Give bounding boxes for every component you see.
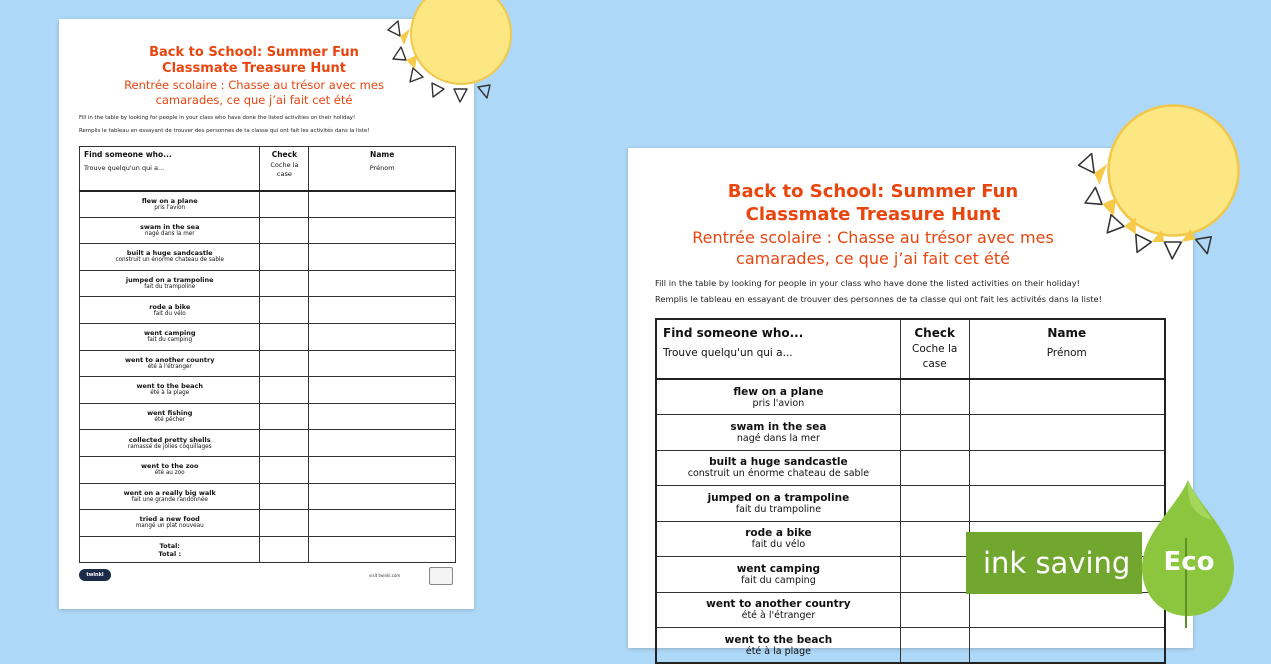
activity-cell [80, 350, 260, 377]
table-row [80, 297, 456, 324]
activity-cell [656, 592, 900, 628]
activity-cell [80, 323, 260, 350]
total-name-cell[interactable] [309, 536, 456, 563]
activity-cell [656, 557, 900, 593]
name-cell[interactable] [309, 483, 456, 510]
activity-cell [80, 430, 260, 457]
activity-cell [80, 244, 260, 271]
activity-cell [80, 191, 260, 218]
activity-fr: mangé un plat nouveau [135, 523, 204, 530]
header-find-fr: Trouve quelqu'un qui a... [84, 164, 165, 172]
activity-en: went to the beach [724, 633, 833, 646]
table-row [80, 191, 456, 218]
header-find-fr: Trouve quelqu'un qui a... [663, 347, 793, 359]
activity-en: rode a bike [149, 302, 191, 311]
activity-en: went on a really big walk [123, 488, 216, 497]
header-check-fr: Coche la case [911, 343, 958, 370]
activity-en: built a huge sandcastle [126, 249, 213, 258]
check-cell[interactable] [900, 415, 969, 451]
table-row [80, 244, 456, 271]
name-cell[interactable] [309, 377, 456, 404]
header-name-en: Name [1047, 326, 1087, 340]
header-name-fr: Prénom [1046, 347, 1087, 359]
title-english-line1: Back to School: Summer Fun [727, 181, 1019, 202]
activity-en: tried a new food [139, 515, 200, 524]
sun-icon [386, 0, 536, 109]
header-name [969, 319, 1165, 379]
name-cell[interactable] [969, 486, 1165, 522]
activity-cell [80, 217, 260, 244]
total-cell [80, 536, 260, 563]
activity-cell [80, 483, 260, 510]
table-row [656, 486, 1165, 522]
activity-fr: construit un énorme chateau de sable [687, 468, 870, 480]
table-row [656, 450, 1165, 486]
activity-en: went fishing [147, 409, 193, 418]
treasure-hunt-table [655, 318, 1166, 664]
check-cell[interactable] [260, 510, 309, 537]
check-cell[interactable] [260, 350, 309, 377]
activity-en: went to another country [706, 598, 851, 611]
table-row [80, 270, 456, 297]
check-cell[interactable] [900, 628, 969, 664]
check-cell[interactable] [260, 403, 309, 430]
activity-fr: fait du vélo [751, 539, 806, 551]
title-french-line1: Rentrée scolaire : Chasse au trésor avec mes [124, 78, 384, 92]
activity-fr: été à l'étranger [147, 363, 192, 370]
check-cell[interactable] [900, 592, 969, 628]
activity-en: rode a bike [745, 527, 812, 540]
activity-fr: fait du camping [147, 337, 193, 344]
activity-en: went camping [736, 562, 821, 575]
eco-label: Eco [1163, 547, 1215, 577]
table-row [80, 510, 456, 537]
header-name-fr: Prénom [369, 164, 395, 172]
header-check [900, 319, 969, 379]
name-cell[interactable] [309, 350, 456, 377]
activity-fr: fait du vélo [153, 310, 186, 317]
check-cell[interactable] [260, 483, 309, 510]
check-cell[interactable] [260, 191, 309, 218]
header-check-en: Check [271, 150, 298, 159]
activity-fr: construit un énorme chateau de sable [115, 257, 225, 264]
check-cell[interactable] [900, 521, 969, 557]
title-french-line1: Rentrée scolaire : Chasse au trésor avec mes [692, 228, 1054, 247]
table-row [80, 483, 456, 510]
name-cell[interactable] [309, 323, 456, 350]
activity-cell [80, 270, 260, 297]
header-name-en: Name [370, 150, 395, 159]
header-find-en: Find someone who... [84, 150, 172, 159]
title-english-line2: Classmate Treasure Hunt [745, 204, 1001, 225]
sun-icon [1076, 73, 1271, 268]
title-english-line2: Classmate Treasure Hunt [162, 61, 346, 76]
activity-fr: été à la plage [745, 645, 811, 657]
footer-badge-icon [429, 567, 453, 585]
name-cell[interactable] [309, 510, 456, 537]
header-find-en: Find someone who... [663, 326, 804, 340]
activity-fr: fait du camping [741, 574, 816, 586]
table-row [80, 323, 456, 350]
total-check-cell[interactable] [260, 536, 309, 563]
activity-en: jumped on a trampoline [125, 276, 214, 285]
title-french-line2: camarades, ce que j’ai fait cet été [155, 93, 353, 107]
total-en: Total: [159, 541, 180, 550]
check-cell[interactable] [260, 217, 309, 244]
activity-en: collected pretty shells [128, 435, 211, 444]
header-name [309, 147, 456, 191]
table-row [656, 628, 1165, 664]
name-cell[interactable] [309, 217, 456, 244]
activity-en: jumped on a trampoline [707, 491, 850, 504]
ink-saving-banner: ink saving [966, 532, 1142, 594]
worksheet-title [119, 45, 389, 107]
table-row [656, 592, 1165, 628]
header-check [260, 147, 309, 191]
table-row [80, 456, 456, 483]
check-cell[interactable] [260, 430, 309, 457]
activity-en: went to another country [125, 355, 215, 364]
header-check-fr: Coche la case [270, 161, 299, 178]
activity-cell [656, 415, 900, 451]
name-cell[interactable] [309, 403, 456, 430]
check-cell[interactable] [900, 379, 969, 415]
header-find-someone [656, 319, 900, 379]
name-cell[interactable] [969, 379, 1165, 415]
activity-en: went to the zoo [141, 462, 199, 471]
activity-cell [80, 377, 260, 404]
activity-fr: été au zoo [154, 470, 185, 477]
activity-fr: été pêcher [154, 417, 186, 424]
name-cell[interactable] [309, 297, 456, 324]
activity-fr: nagé dans la mer [144, 230, 195, 237]
name-cell[interactable] [969, 415, 1165, 451]
activity-en: flew on a plane [733, 385, 824, 398]
activity-fr: pris l'avion [752, 397, 805, 409]
twinkl-logo: twinkl [79, 569, 111, 581]
activity-cell [656, 521, 900, 557]
activity-fr: nagé dans la mer [736, 432, 820, 444]
activity-fr: ramassé de jolies coquillages [127, 443, 212, 450]
table-row [80, 430, 456, 457]
instruction-english: Fill in the table by looking for people in your class who have done the listed activities on their holiday! [79, 115, 356, 121]
activity-en: went camping [143, 329, 196, 338]
table-row [80, 377, 456, 404]
activity-en: built a huge sandcastle [709, 456, 848, 469]
check-cell[interactable] [260, 456, 309, 483]
activity-cell [656, 486, 900, 522]
activity-en: swam in the sea [139, 222, 200, 231]
table-row [656, 379, 1165, 415]
check-cell[interactable] [900, 486, 969, 522]
activity-fr: pris l'avion [154, 204, 186, 211]
activity-cell [80, 403, 260, 430]
activity-fr: été à l'étranger [741, 610, 816, 622]
total-row [80, 536, 456, 563]
name-cell[interactable] [309, 430, 456, 457]
worksheet-preview-small [59, 19, 474, 609]
instruction-french: Remplis le tableau en essayant de trouver des personnes de ta classe qui ont fait les activités dans la liste! [79, 128, 370, 134]
check-cell[interactable] [260, 323, 309, 350]
header-find-someone [80, 147, 260, 191]
activity-en: went to the beach [136, 382, 204, 391]
activity-cell [656, 379, 900, 415]
name-cell[interactable] [969, 450, 1165, 486]
treasure-hunt-table [79, 146, 456, 563]
title-french-line2: camarades, ce que j’ai fait cet été [736, 249, 1010, 268]
name-cell[interactable] [309, 456, 456, 483]
total-fr: Total : [158, 549, 182, 558]
table-row [80, 217, 456, 244]
title-english-line1: Back to School: Summer Fun [149, 45, 359, 60]
footer-url: visit twinkl.com [369, 573, 401, 578]
activity-en: swam in the sea [730, 420, 827, 433]
table-row [80, 403, 456, 430]
table-row [656, 415, 1165, 451]
instruction-french: Remplis le tableau en essayant de trouver des personnes de ta classe qui ont fait les activités dans la liste! [655, 294, 1102, 304]
activity-cell [80, 297, 260, 324]
name-cell[interactable] [309, 191, 456, 218]
activity-fr: fait du trampoline [735, 503, 822, 515]
activity-fr: été à la plage [150, 390, 190, 397]
name-cell[interactable] [969, 592, 1165, 628]
check-cell[interactable] [900, 557, 969, 593]
check-cell[interactable] [900, 450, 969, 486]
check-cell[interactable] [260, 377, 309, 404]
activity-cell [656, 628, 900, 664]
table-row [80, 350, 456, 377]
name-cell[interactable] [309, 270, 456, 297]
name-cell[interactable] [969, 628, 1165, 664]
header-check-en: Check [914, 326, 955, 340]
activity-cell [80, 456, 260, 483]
activity-fr: fait du trampoline [144, 284, 196, 291]
check-cell[interactable] [260, 297, 309, 324]
check-cell[interactable] [260, 244, 309, 271]
activity-en: flew on a plane [141, 196, 198, 205]
check-cell[interactable] [260, 270, 309, 297]
activity-cell [656, 450, 900, 486]
activity-cell [80, 510, 260, 537]
worksheet-title [683, 180, 1063, 268]
instruction-english: Fill in the table by looking for people in your class who have done the listed activities on their holiday! [655, 278, 1080, 288]
activity-fr: fait une grande randonnée [131, 496, 208, 503]
name-cell[interactable] [309, 244, 456, 271]
